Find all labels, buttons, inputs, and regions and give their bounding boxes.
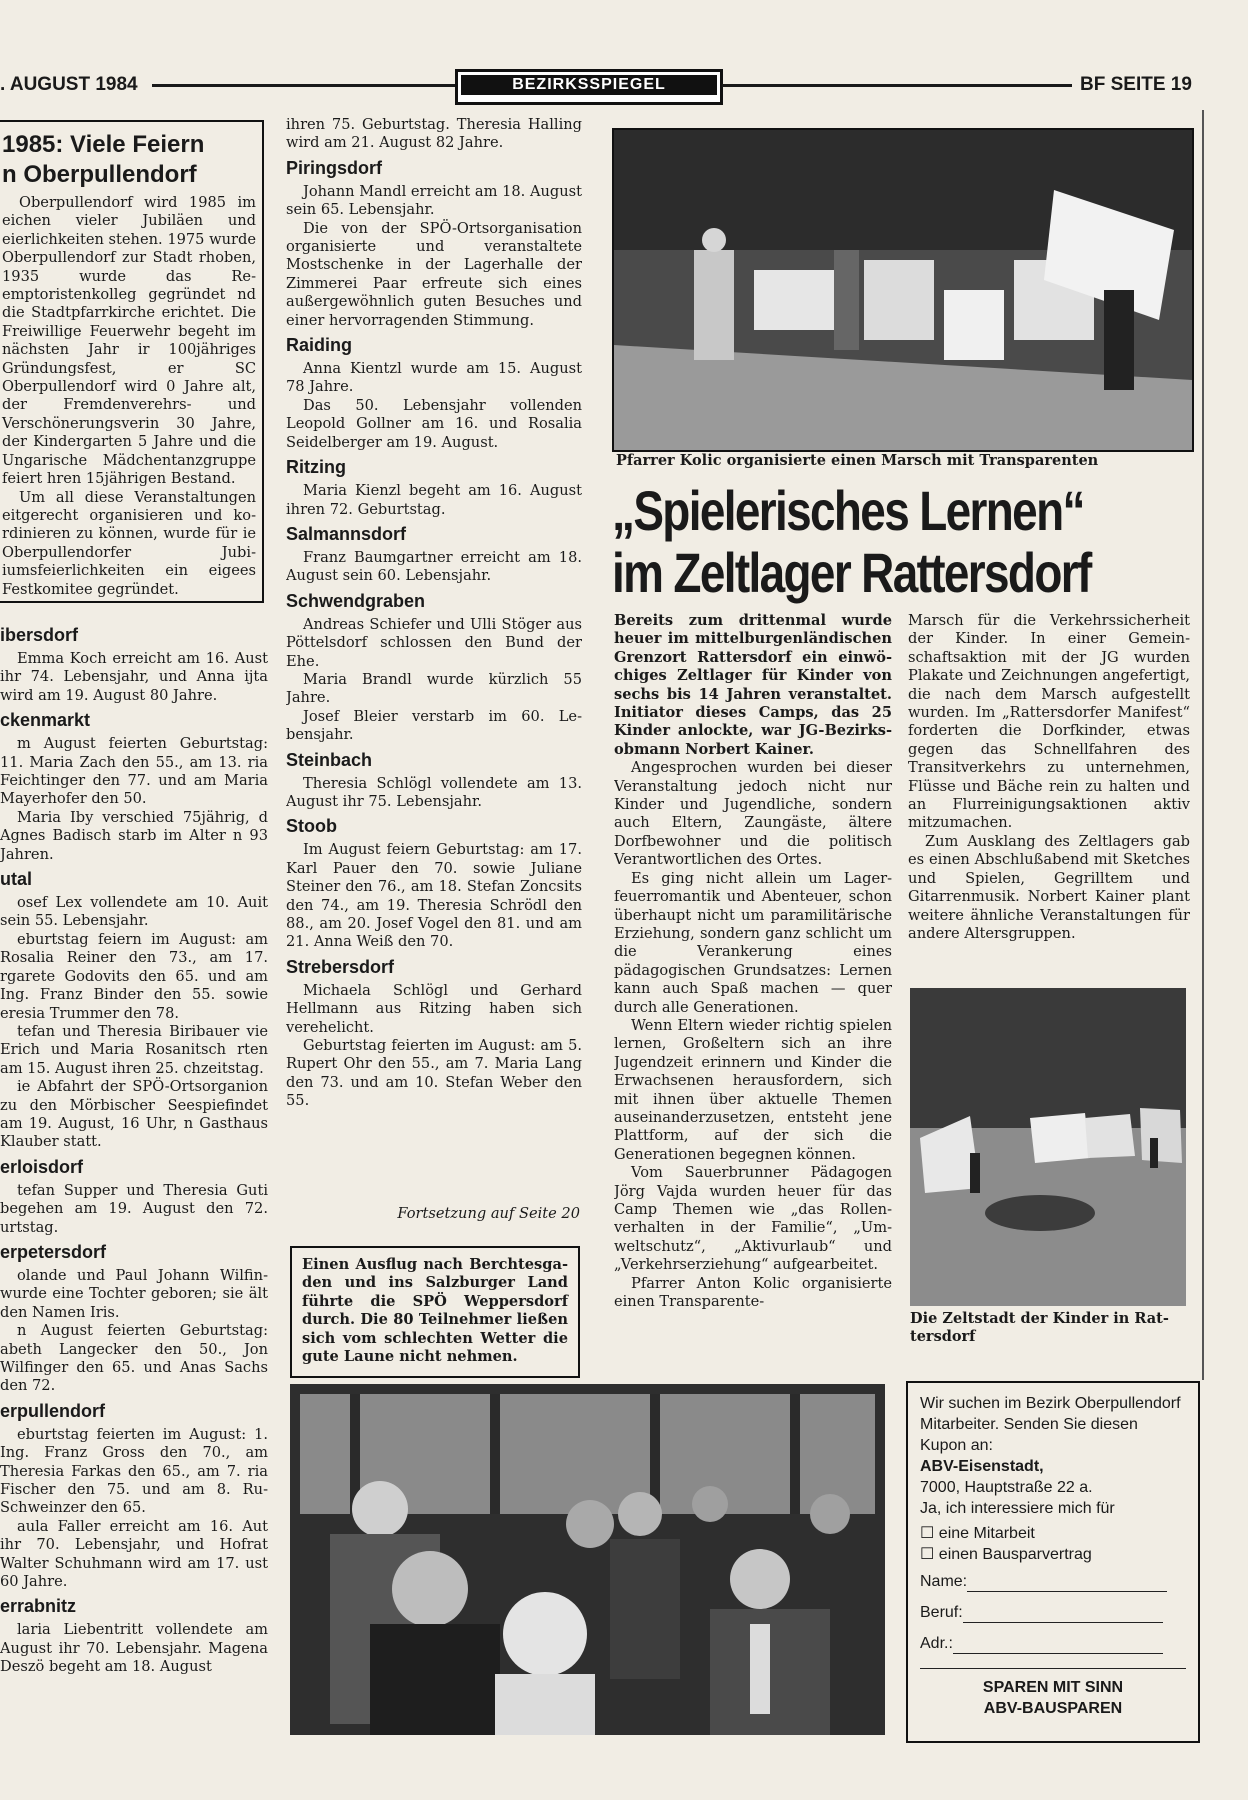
section-heading: Piringsdorf: [286, 157, 383, 178]
section-heading: Ritzing: [286, 457, 346, 478]
section-heading: ckenmarkt: [0, 710, 91, 731]
coupon-slogan: SPAREN MIT SINN ABV-BAUSPAREN: [920, 1668, 1186, 1719]
section-paragraph: laria Liebentritt vollendete am August ihr 70. Lebensjahr. Magena Deszö begeht am 18. August: [0, 1621, 268, 1676]
section-heading: Stoob: [286, 816, 337, 837]
article-headline-line1: „Spielerisches Lernen“: [612, 479, 1084, 542]
checkbox-icon[interactable]: ☐: [920, 1525, 939, 1542]
excursion-box: [290, 1246, 580, 1378]
coupon-job-field[interactable]: Beruf:: [920, 1602, 1186, 1623]
article-paragraph: Marsch für die Verkehrssicherheit der Kinder. In einer Gemeinschaftsaktion mit der JG wurden Plakate und Zeichnungen angefertigt, die nach dem Marsch aufgestellt wurden. Im „Rattersdorfer Manifest“ forderten die Dorfkinder, etwas gegen das Schnellfahren des Transitverkehrs zu unternehmen, Flüsse und Bäche rein zu halten und an Flurreinigungsaktionen aktiv mitzumachen.: [908, 612, 1190, 832]
section-paragraph: Maria Iby verschied 75jährig, d Agnes Badisch starb im Alter n 93 Jahren.: [0, 808, 268, 863]
section-heading: erpetersdorf: [0, 1241, 107, 1262]
section-heading: Schwendgraben: [286, 590, 426, 611]
local-news-column-2: [286, 116, 582, 1236]
section-heading: ibersdorf: [0, 625, 79, 645]
name-line[interactable]: [967, 1591, 1167, 1592]
coupon-address: 7000, Hauptstraße 22 a.: [920, 1479, 1093, 1496]
jubilee-paragraph: Um all diese Veranstaltungen eitgerecht organisieren und kordinieren zu können, wurde für ie Oberpullendorfer Jubiiumsfeierlichkeiten ein eigees Festkomitee gegründet.: [2, 488, 256, 598]
march-photo: [612, 128, 1194, 452]
coupon-organization: ABV-Eisenstadt,: [920, 1458, 1044, 1475]
article-column-b: [908, 612, 1190, 972]
article-lead: Bereits zum drittenmal wurde heuer im mittelburgenländischen Grenzort Rattersdorf ein einwöchiges Zeltlager für Kinder von sechs bis 14 Jahren veranstaltet. Initiator dieses Camps, das 25 Kinder anlockte, war JG-Bezirksobmann Norbert Kainer.: [614, 612, 892, 758]
article-column-a: [614, 612, 892, 1352]
section-paragraph: tefan und Theresia Biribauer vie Erich und Maria Rosanitsch rten am 15. August ihren 25. chzeitstag.: [0, 1022, 268, 1077]
jubilee-title-line1: 1985: Viele Feiern: [2, 131, 205, 158]
section-paragraph: Das 50. Lebensjahr vollenden Leopold Gollner am 16. und Rosalia Seidelberger am 19. August.: [286, 396, 582, 451]
article-paragraph: Vom Sauerbrunner Pädagogen Jörg Vajda wurden heuer für das Camp Themen wie „das Rollenverhalten in der Familie“, „Umweltschutz“, „Aktivurlaub“ und „Verkehrserziehung“ aufgearbeitet.: [614, 1164, 892, 1274]
section-paragraph: Andreas Schiefer und Ulli Stöger aus Pöttelsdorf schlossen den Bund der Ehe.: [286, 615, 582, 670]
section-paragraph: Johann Mandl erreicht am 18. August sein 65. Lebensjahr.: [286, 182, 582, 219]
jubilee-paragraph: Oberpullendorf wird 1985 im eichen vieler Jubiläen und eierlichkeiten stehen. 1975 wurde Oberpullendorf zur Stadt rhoben, 1935 wurde das Reemptoristenkolleg gegründet nd die Stadtpfarrkirche erichtet. Die Freiwillige Feuerwehr begeht im nächsten Jahr ir 100jähriges Gründungsfest, er SC Oberpullendorf wird 0 Jahre alt, der Fremdenverehrs- und Verschönerungsverin 30 Jahre, der Kindergarten 5 Jahre und die Ungarische Mädchentanzgruppe feiert hren 15jährigen Bestand.: [2, 194, 256, 488]
march-image: [614, 130, 1192, 450]
coupon-name-field[interactable]: Name:: [920, 1571, 1186, 1592]
article-paragraph: Zum Ausklang des Zeltlagers gab es einen Abschlußabend mit Sketches und Spielen, Gegrilltem und Gitarrenmusik. Norbert Kainer plant weitere ähnliche Veranstaltungen für andere Altersgruppen.: [908, 832, 1190, 942]
section-heading: erloisdorf: [0, 1156, 84, 1177]
section-paragraph: Anna Kientzl wurde am 15. August 78 Jahre.: [286, 360, 582, 396]
section-paragraph: Maria Kienzl begeht am 16. August ihren 72. Geburtstag.: [286, 482, 582, 518]
section-paragraph: osef Lex vollendete am 10. Auit sein 55. Lebensjahr.: [0, 894, 268, 930]
section-paragraph: Im August feiern Geburtstag: am 17. Karl Pauer den 70. sowie Juliane Steiner den 76., am 18. Stefan Zoncsits den 74., am 19. Theresia Schrödl den 88., am 20. Josef Vogel den 81. und am 21. Anna Weiß den 70.: [286, 841, 582, 951]
coupon-intro: Wir suchen im Bezirk Oberpullendorf Mitarbeiter. Senden Sie diesen Kupon an:: [920, 1395, 1181, 1454]
section-paragraph: eburtstag feiern im August: am Rosalia Reiner den 73., am 17. rgarete Godovits den 65. und am Ing. Franz Binder den 55. sowie eresia Trummer den 78.: [0, 930, 268, 1022]
section-paragraph: Maria Brandl wurde kürzlich 55 Jahre.: [286, 670, 582, 707]
section-paragraph: tefan Supper und Theresia Guti begehen am 19. August den 72. urtstag.: [0, 1181, 268, 1236]
section-paragraph: olande und Paul Johann Wilfinwurde eine Tochter geboren; sie ält den Namen Iris.: [0, 1266, 268, 1321]
continuation-note: Fortsetzung auf Seite 20: [397, 1205, 580, 1222]
section-paragraph: Michaela Schlögl und Gerhard Hellmann aus Ritzing haben sich verehelicht.: [286, 981, 582, 1036]
section-paragraph: Josef Bleier verstarb im 60. Lebensjahr.: [286, 707, 582, 744]
jubilee-box: [0, 120, 264, 603]
section-kicker: BEZIRKSSPIEGEL: [455, 69, 723, 105]
bus-photo: [290, 1384, 885, 1735]
column-divider: [1202, 110, 1204, 1380]
job-line[interactable]: [963, 1622, 1163, 1623]
march-photo-caption: Pfarrer Kolic organisierte einen Marsch mit Transparenten: [616, 452, 1099, 469]
article-headline-line2: im Zeltlager Rattersdorf: [612, 541, 1091, 604]
header-rule-left: [152, 84, 455, 87]
tent-camp-image: [910, 988, 1186, 1306]
coupon-option-bausparvertrag[interactable]: ☐ einen Bausparvertrag: [920, 1546, 1092, 1563]
section-paragraph: n August feierten Geburtstag: abeth Langecker den 50., Jon Wilfinger den 65. und Anas Sachs den 72.: [0, 1322, 268, 1395]
coupon-address-field[interactable]: Adr.:: [920, 1633, 1186, 1654]
section-paragraph: eburtstag feierten im August: 1. Ing. Franz Gross den 70., am Theresia Farkas den 65., am 7. ria Fischer den 75. und am 8. RuSchweinzer den 65.: [0, 1425, 268, 1517]
section-paragraph: Theresia Schlögl vollendete am 13. August ihr 75. Lebensjahr.: [286, 774, 582, 810]
section-paragraph: m August feierten Geburtstag: 11. Maria Zach den 55., am 13. ria Feichtinger den 77. und am Maria Mayerhofer den 50.: [0, 735, 268, 808]
tent-camp-photo: [910, 988, 1186, 1306]
column-continuation-text: ihren 75. Geburtstag. Theresia Halling wird am 21. August 82 Jahre.: [286, 116, 582, 152]
coupon-option-mitarbeit[interactable]: ☐ eine Mitarbeit: [920, 1525, 1035, 1542]
article-paragraph: Angesprochen wurden bei dieser Veranstaltung jedoch nicht nur Kinder und Jugendliche, sondern auch Eltern, Zaungäste, ältere Dorfbewohner und die politisch Verantwortlichen des Ortes.: [614, 759, 892, 869]
local-news-column-1: [0, 620, 268, 1795]
bus-passengers-image: [290, 1384, 885, 1735]
section-heading: Raiding: [286, 335, 352, 356]
coupon-interest: Ja, ich interessiere mich für: [920, 1500, 1115, 1517]
coupon-box: [906, 1381, 1200, 1743]
section-heading: Salmannsdorf: [286, 523, 407, 544]
section-heading: erpullendorf: [0, 1400, 106, 1421]
section-paragraph: Franz Baumgartner erreicht am 18. August sein 60. Lebensjahr.: [286, 548, 582, 585]
page-number: BF SEITE 19: [1080, 74, 1192, 95]
header-rule-right: [722, 84, 1072, 87]
section-paragraph: Emma Koch erreicht am 16. Aust ihr 74. Lebensjahr, und Anna ijta wird am 19. August 80 Jahre.: [0, 650, 268, 704]
section-paragraph: ie Abfahrt der SPÖ-Ortsorganion zu den Mörbischer Seespiefindet am 19. August, 16 Uhr, n Gasthaus Klauber statt.: [0, 1078, 268, 1151]
jubilee-title-line2: n Oberpullendorf: [2, 161, 197, 188]
section-heading: errabnitz: [0, 1596, 77, 1617]
section-paragraph: Die von der SPÖ-Ortsorganisation organisierte und veranstaltete Mostschenke in der Lagerhalle der Zimmerei Paar erfreute sich eines außergewöhnlich guten Besuches und einer hervorragenden Stimmung.: [286, 219, 582, 329]
tent-photo-caption: Die Zeltstadt der Kinder in Rattersdorf: [910, 1310, 1169, 1345]
section-paragraph: aula Faller erreicht am 16. Aut ihr 70. Lebensjahr, und Hofrat Walter Schuhmann wird am 17. ust 60 Jahre.: [0, 1517, 268, 1591]
article-paragraph: Wenn Eltern wieder richtig spielen lernen, Großeltern sich an ihre Jugendzeit erinnern und Kinder die Erwachsenen herausfordern, sich mit ihnen über aktuelle Themen auseinanderzusetzen, entsteht jene Plattform, auf der sich die Generationen begegnen können.: [614, 1016, 892, 1163]
excursion-text: Einen Ausflug nach Berchtesgaden und ins Salzburger Land führte die SPÖ Weppersdorf durch. Die 80 Teilnehmer ließen sich vom schlechten Wetter die gute Laune nicht nehmen.: [302, 1256, 568, 1366]
article-paragraph: Es ging nicht allein um Lagerfeuerromantik und Abenteuer, schon überhaupt nicht um paramilitärische Erziehung, sondern ganz schlicht um die Verankerung eines pädagogischen Grundsatzes: Lernen kann auch Spaß machen — quer durch alle Generationen.: [614, 869, 892, 1016]
article-paragraph: Pfarrer Anton Kolic organisierte einen Transparente-: [614, 1274, 892, 1311]
checkbox-icon[interactable]: ☐: [920, 1546, 939, 1563]
section-heading: Steinbach: [286, 749, 373, 770]
section-heading: Strebersdorf: [286, 956, 395, 977]
section-heading: utal: [0, 869, 33, 890]
address-line[interactable]: [953, 1653, 1163, 1654]
issue-date: . AUGUST 1984: [0, 74, 138, 95]
section-paragraph: Geburtstag feierten im August: am 5. Rupert Ohr den 55., am 7. Maria Lang den 73. und am 10. Stefan Weber den 55.: [286, 1037, 582, 1110]
